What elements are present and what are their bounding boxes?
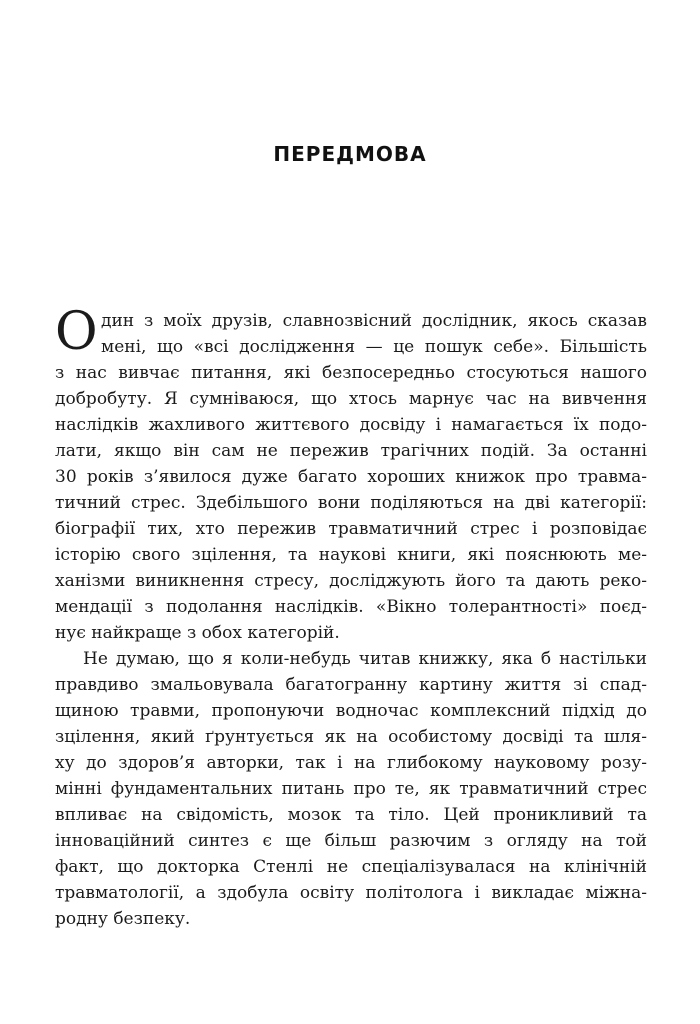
text-line: наслідків жахливого життєвого досвіду і намагається їх подо- (55, 415, 647, 435)
text-line: лати, якщо він сам не пережив трагічних подій. За останні (55, 441, 647, 461)
text-line: 30 років з’явилося дуже багато хороших книжок про травма- (55, 467, 647, 487)
text-line: історію свого зцілення, та наукові книги, які пояснюють ме- (55, 545, 647, 565)
text-line: Не думаю, що я коли-небудь читав книжку, яка б настільки (83, 649, 647, 669)
text-line: травматології, а здобула освіту політолога і викладає міжна- (55, 883, 647, 903)
text-line: мені, що «всі дослідження — це пошук себе». Більшість (101, 337, 647, 357)
text-line: впливає на свідомість, мозок та тіло. Цей проникливий та (55, 805, 647, 825)
text-line: дин з моїх друзів, славнозвісний дослідник, якось сказав (101, 311, 647, 331)
text-line: родну безпеку. (55, 909, 191, 929)
text-line: мендації з подолання наслідків. «Вікно толерантності» поєд- (55, 597, 647, 617)
text-line: правдиво змальовувала багатогранну картину життя зі спад- (55, 675, 647, 695)
text-line: інноваційний синтез є ще більш разючим з огляду на той (55, 831, 647, 851)
drop-cap: О (55, 302, 98, 362)
text-line: щиною травми, пропонуючи водночас комплексний підхід до (55, 701, 647, 721)
body-text (55, 302, 647, 932)
text-line: біографії тих, хто пережив травматичний стрес і розповідає (55, 519, 647, 539)
text-line: з нас вивчає питання, які безпосередньо стосуються нашого (55, 363, 647, 383)
text-line: добробуту. Я сумніваюся, що хтось марнує час на вивчення (55, 389, 647, 409)
chapter-title: ПЕРЕДМОВА (273, 142, 427, 166)
text-line: зцілення, який ґрунтується як на особистому досвіді та шля- (55, 727, 647, 747)
text-line: ху до здоров’я авторки, так і на глибокому науковому розу- (55, 753, 647, 773)
text-line: мінні фундаментальних питань про те, як травматичний стрес (55, 779, 647, 799)
paragraph (55, 646, 647, 932)
text-line: тичний стрес. Здебільшого вони поділяються на дві категорії: (55, 493, 647, 513)
paragraph (55, 302, 647, 646)
text-line: факт, що докторка Стенлі не спеціалізувалася на клінічній (55, 857, 647, 877)
text-line: нує найкраще з обох категорій. (55, 623, 340, 643)
text-line: ханізми виникнення стресу, досліджують його та дають реко- (55, 571, 647, 591)
